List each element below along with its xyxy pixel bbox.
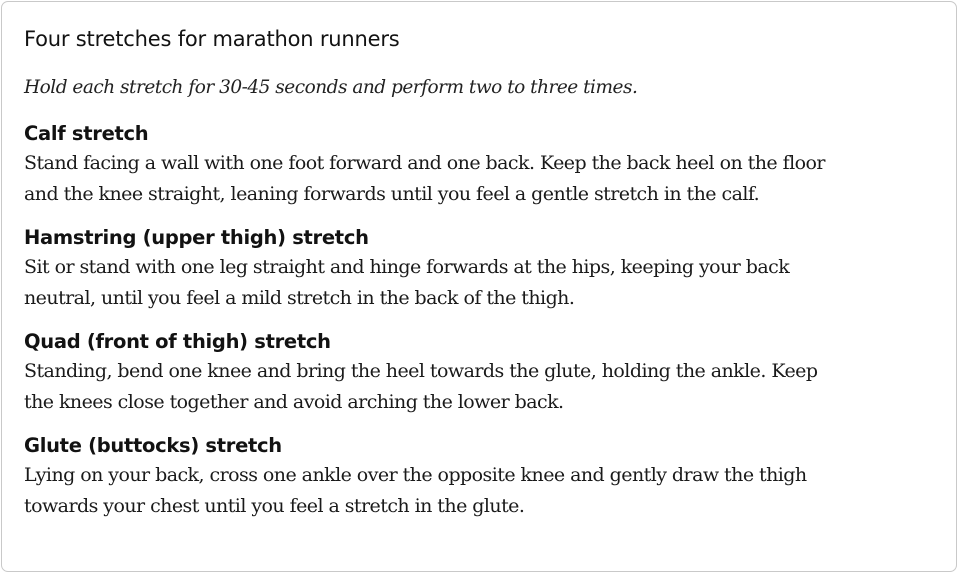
stretch-line: towards your chest until you feel a stretch in the glute. (24, 495, 525, 517)
stretch-line: neutral, until you feel a mild stretch in the back of the thigh. (24, 287, 575, 309)
stretch-line: Lying on your back, cross one ankle over the opposite knee and gently draw the thigh (24, 464, 807, 486)
stretch-description (24, 356, 936, 418)
stretch-line: Sit or stand with one leg straight and hinge forwards at the hips, keeping your back (24, 256, 790, 278)
stretch-section-hamstring (24, 224, 936, 314)
card-content (24, 24, 936, 522)
stretch-heading: Hamstring (upper thigh) stretch (24, 226, 369, 249)
stretch-line: Standing, bend one knee and bring the heel towards the glute, holding the ankle. Keep (24, 360, 818, 382)
stretch-section-quad (24, 328, 936, 418)
stretch-section-calf (24, 120, 936, 210)
stretch-heading: Quad (front of thigh) stretch (24, 330, 331, 353)
stretch-description (24, 252, 936, 314)
stretches-card (1, 1, 957, 572)
stretch-description (24, 148, 936, 210)
stretch-heading: Calf stretch (24, 122, 149, 145)
stretch-line: Stand facing a wall with one foot forward and one back. Keep the back heel on the floor (24, 152, 825, 174)
card-title: Four stretches for marathon runners (24, 27, 400, 51)
intro-text: Hold each stretch for 30-45 seconds and perform two to three times. (24, 77, 638, 98)
stretch-line: the knees close together and avoid arching the lower back. (24, 391, 564, 413)
stretch-description (24, 460, 936, 522)
stretch-heading: Glute (buttocks) stretch (24, 434, 282, 457)
stretch-section-glute (24, 432, 936, 522)
stretch-line: and the knee straight, leaning forwards until you feel a gentle stretch in the calf. (24, 183, 760, 205)
